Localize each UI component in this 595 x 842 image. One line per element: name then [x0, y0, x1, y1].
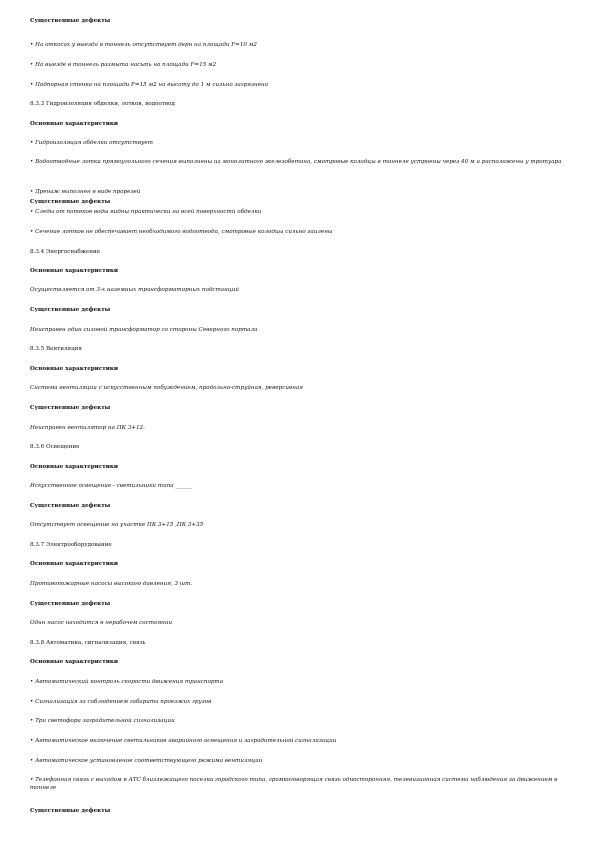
subsection-title: 8.3.5 Вентиляция	[30, 346, 82, 352]
list-item: • На выезде в тоннель размыта насыпь на площади F=15 м2	[30, 62, 217, 68]
list-item: • Телефонная связь с выходом в АТС близлежащего поселка городского типа, громкоговорящая связь односторонняя, телевизионная система наблюдения за движением в тоннеле	[30, 777, 558, 791]
section-heading: Существенные дефекты	[30, 808, 111, 814]
list-item: • Следы от потеков воды видны практически на всей поверхности обделки	[30, 209, 262, 215]
paragraph: Противопожарные насосы высокого давления, 3 шт.	[30, 581, 193, 587]
list-item: • Дренаж выполнен в виде прорезей	[30, 189, 141, 195]
section-heading: Существенные дефекты	[30, 601, 111, 607]
section-heading: Основные характеристики	[30, 268, 119, 274]
subsection-title: 8.3.7 Электрооборудование	[30, 542, 112, 548]
paragraph: Неисправен один силовой трансформатор со стороны Северного портала	[30, 327, 258, 333]
list-item: • Сигнализация за соблюдением габарита проезжих грузов	[30, 699, 212, 705]
paragraph: Осуществляется от 3-х наземных трансформаторных подстанций	[30, 287, 239, 293]
list-item: • На откосах у выезда в тоннель отсутствует дерн на площади F=10 м2	[30, 42, 257, 48]
paragraph: Искусственное освещение - светильники типа ______	[30, 483, 193, 489]
paragraph: Система вентиляции с искусственным побуждением, продольно-струйная, реверсивная	[30, 385, 303, 391]
list-item: • Водоотводные лотки прямоугольного сечения выполнены из монолитного железобетона, смотровые колодцы в тоннеле устроены через 40 м и расположены у тротуара	[30, 159, 562, 165]
subsection-title: 8.3.3 Гидроизоляция обделки, лотков, водоотвод	[30, 101, 175, 107]
section-heading: Основные характеристики	[30, 561, 119, 567]
list-item: • Сечение лотков не обеспечивает необходимого водоотвода, смотровые колодцы сильно заилены	[30, 229, 333, 235]
section-heading: Существенные дефекты	[30, 18, 111, 24]
list-item: • Подпорная стенка на площади F=15 м2 на высоту до 1 м сильно загрязнена	[30, 82, 269, 88]
section-heading: Основные характеристики	[30, 659, 119, 665]
list-item: • Автоматический контроль скорости движения транспорта	[30, 679, 224, 685]
section-heading: Существенные дефекты	[30, 307, 111, 313]
section-heading: Существенные дефекты	[30, 503, 111, 509]
paragraph: Один насос находится в нерабочем состоянии	[30, 620, 173, 626]
section-heading: Основные характеристики	[30, 366, 119, 372]
list-item: • Автоматическое установление соответствующего режима вентиляции	[30, 758, 263, 764]
list-item: • Автоматическое включение светильников аварийного освещения и заградительной сигнализации	[30, 738, 337, 744]
list-item: • Три светофора заградительной сигнализации	[30, 718, 175, 724]
section-heading: Существенные дефекты	[30, 199, 111, 205]
subsection-title: 8.3.6 Освещение	[30, 444, 80, 450]
list-item: • Гидроизоляция обделки отсутствует	[30, 140, 153, 146]
subsection-title: 8.3.4 Энергоснабжение	[30, 249, 100, 255]
section-heading: Основные характеристики	[30, 464, 119, 470]
section-heading: Основные характеристики	[30, 121, 119, 127]
paragraph: Отсутствует освещение на участке ПК 3+15 ,ПК 3+35	[30, 522, 204, 528]
section-heading: Существенные дефекты	[30, 405, 111, 411]
paragraph: Неисправен вентилятор на ПК 3+12.	[30, 425, 145, 431]
subsection-title: 8.3.8 Автоматика, сигнализация, связь	[30, 640, 146, 646]
